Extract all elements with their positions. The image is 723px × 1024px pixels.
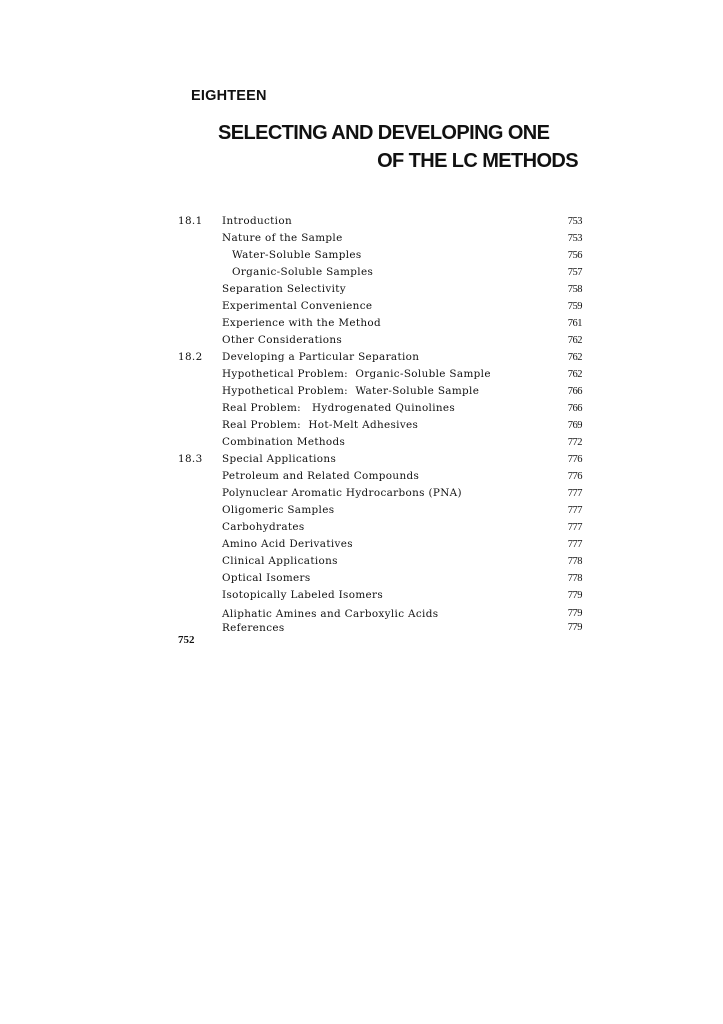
toc-page-number: 758 xyxy=(567,284,582,295)
toc-page-number: 753 xyxy=(567,216,582,227)
toc-row xyxy=(178,315,582,332)
toc-page-number: 777 xyxy=(567,505,582,516)
toc-page-number: 779 xyxy=(567,590,582,601)
toc-row xyxy=(178,553,582,570)
toc-row xyxy=(178,417,582,434)
toc-page-number: 772 xyxy=(567,437,582,448)
toc-entry-title: Combination Methods xyxy=(222,436,346,448)
toc-entry-title: Separation Selectivity xyxy=(222,283,347,295)
toc-row xyxy=(178,621,582,635)
toc-entry-title: Amino Acid Derivatives xyxy=(222,538,353,550)
toc-row xyxy=(178,451,582,468)
toc-entry-title: Hypothetical Problem: Water-Soluble Sample xyxy=(222,385,480,397)
chapter-label: EIGHTEEN xyxy=(191,88,267,104)
toc-page-number: 778 xyxy=(567,573,582,584)
toc-row xyxy=(178,485,582,502)
toc-entry-title: Oligomeric Samples xyxy=(222,504,335,516)
toc-page-number: 756 xyxy=(567,250,582,261)
toc-row xyxy=(178,366,582,383)
toc-row xyxy=(178,570,582,587)
toc-row xyxy=(178,230,582,247)
toc-entry-title: Petroleum and Related Compounds xyxy=(222,470,420,482)
toc-entry-title: Carbohydrates xyxy=(222,521,305,533)
toc-section-number: 18.2 xyxy=(178,351,203,363)
toc-entry-title: Nature of the Sample xyxy=(222,232,343,244)
toc-row xyxy=(178,298,582,315)
page-number: 752 xyxy=(178,634,195,646)
toc-row xyxy=(178,607,582,621)
toc-entry-title: Clinical Applications xyxy=(222,555,338,567)
toc-entry-title: Polynuclear Aromatic Hydrocarbons (PNA) xyxy=(222,487,462,499)
toc-page-number: 779 xyxy=(567,608,582,619)
toc-entry-title: Special Applications xyxy=(222,453,337,465)
toc-page-number: 766 xyxy=(567,403,582,414)
toc-entry-title: Isotopically Labeled Isomers xyxy=(222,589,384,601)
toc-entry-title: Introduction xyxy=(222,215,293,227)
toc-entry-title: Aliphatic Amines and Carboxylic Acids xyxy=(222,608,439,620)
toc-row xyxy=(178,502,582,519)
toc-row xyxy=(178,400,582,417)
toc-entry-title: Real Problem: Hydrogenated Quinolines xyxy=(222,402,456,414)
toc-row xyxy=(178,536,582,553)
toc-entry-title: Hypothetical Problem: Organic-Soluble Sample xyxy=(222,368,491,380)
toc-page-number: 762 xyxy=(567,335,582,346)
toc-page-number: 757 xyxy=(567,267,582,278)
toc-section-number: 18.3 xyxy=(178,453,203,465)
toc-entry-title: Other Considerations xyxy=(222,334,343,346)
toc-entry-title: References xyxy=(222,622,285,634)
toc-page-number: 776 xyxy=(567,454,582,465)
toc-row xyxy=(178,468,582,485)
toc-page-number: 779 xyxy=(567,622,582,633)
toc-row xyxy=(178,434,582,451)
toc-page-number: 759 xyxy=(567,301,582,312)
toc-row xyxy=(178,247,582,264)
toc-page-number: 762 xyxy=(567,352,582,363)
toc-row xyxy=(178,332,582,349)
toc-entry-title: Experience with the Method xyxy=(222,317,382,329)
chapter-title-line-2: OF THE LC METHODS xyxy=(377,150,578,172)
toc-page-number: 766 xyxy=(567,386,582,397)
toc-row xyxy=(178,383,582,400)
toc-page-number: 777 xyxy=(567,522,582,533)
chapter-title-line-1: SELECTING AND DEVELOPING ONE xyxy=(218,122,550,144)
toc-entry-title: Water-Soluble Samples xyxy=(232,249,362,261)
toc-page-number: 778 xyxy=(567,556,582,567)
toc-entry-title: Developing a Particular Separation xyxy=(222,351,420,363)
toc-entry-title: Organic-Soluble Samples xyxy=(232,266,374,278)
toc-section-number: 18.1 xyxy=(178,215,203,227)
toc-page-number: 776 xyxy=(567,471,582,482)
table-of-contents xyxy=(178,213,582,635)
toc-page-number: 777 xyxy=(567,539,582,550)
toc-page-number: 769 xyxy=(567,420,582,431)
toc-entry-title: Real Problem: Hot-Melt Adhesives xyxy=(222,419,419,431)
toc-page-number: 761 xyxy=(567,318,582,329)
toc-entry-title: Experimental Convenience xyxy=(222,300,373,312)
toc-row xyxy=(178,213,582,230)
toc-row xyxy=(178,519,582,536)
toc-page-number: 777 xyxy=(567,488,582,499)
toc-page-number: 762 xyxy=(567,369,582,380)
toc-row xyxy=(178,281,582,298)
toc-row xyxy=(178,349,582,366)
toc-page-number: 753 xyxy=(567,233,582,244)
toc-row xyxy=(178,587,582,604)
toc-entry-title: Optical Isomers xyxy=(222,572,311,584)
toc-row xyxy=(178,264,582,281)
